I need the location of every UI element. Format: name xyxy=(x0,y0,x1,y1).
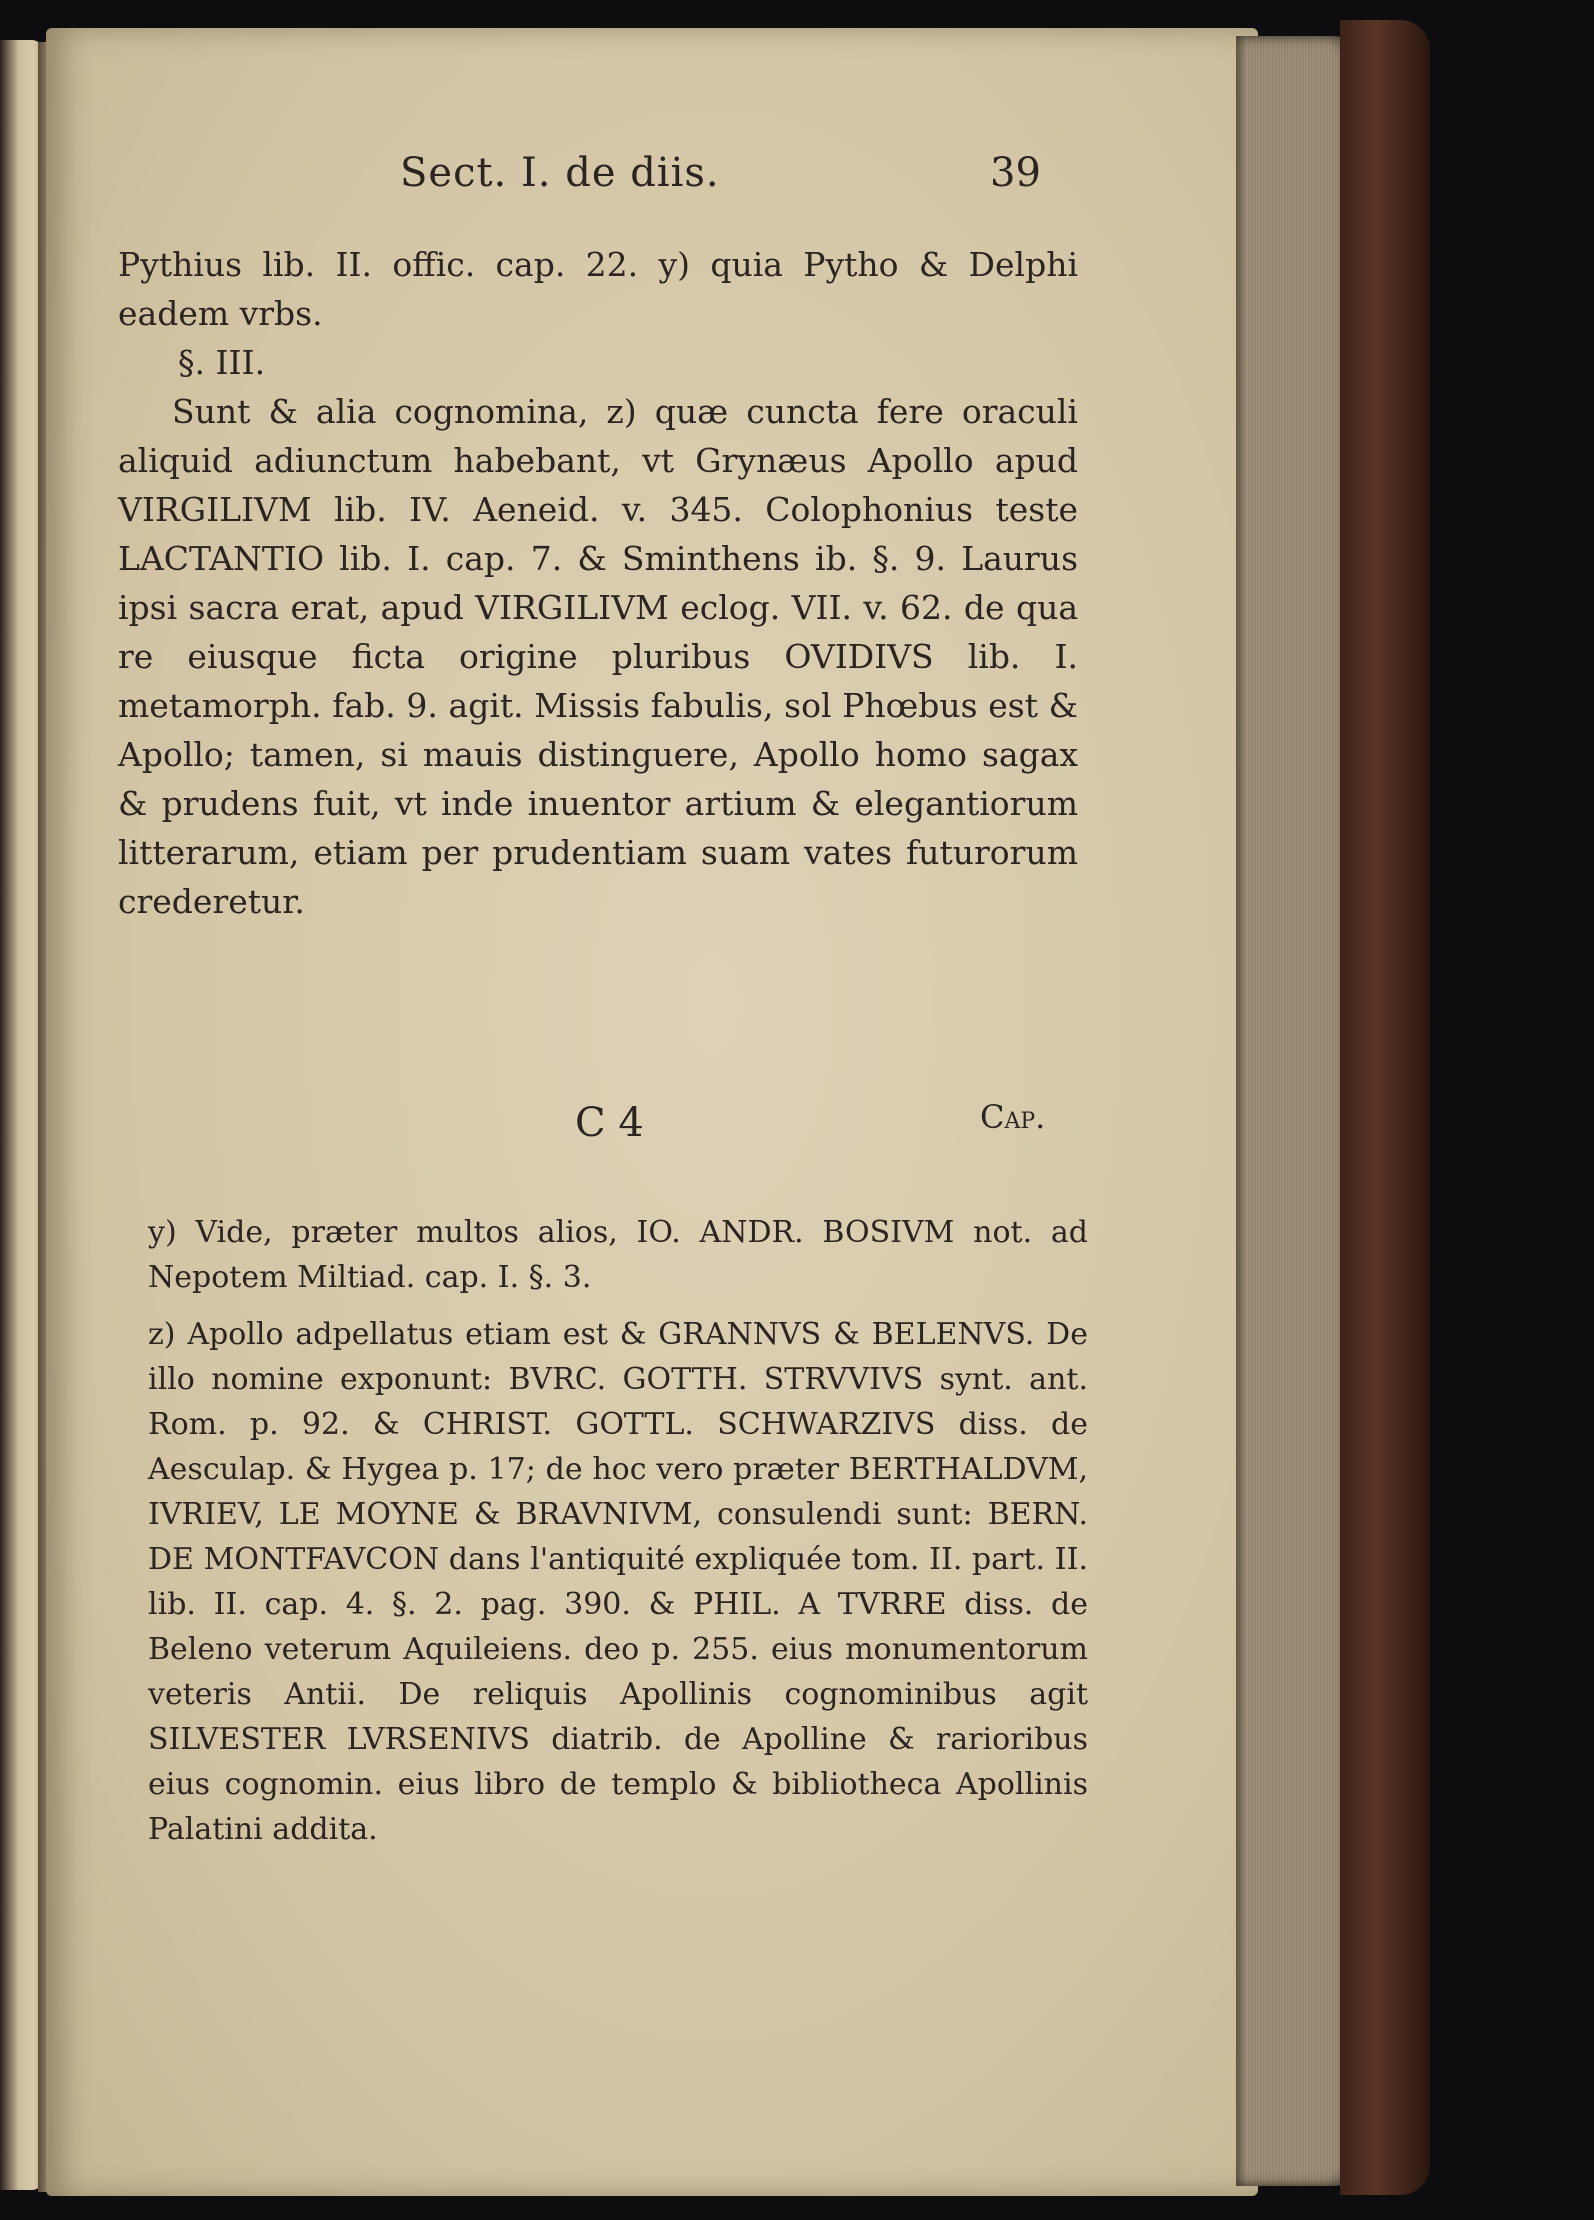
running-title: Sect. I. de diis. xyxy=(400,150,720,196)
catchword: Cap. xyxy=(980,1098,1046,1136)
footnote-z: z) Apollo adpellatus etiam est & GRANNVS & BELENVS. De illo nomine exponunt: BVRC. GOTTH. STRVVIVS synt. ant. Rom. p. 92. & CHRIST. GOTTL. SCHWARZIVS diss. de Aesculap. & Hygea p. 17; de hoc vero præter BERTHALDVM, IVRIEV, LE MOYNE & BRAVNIVM, consulendi sunt: BERN. DE MONTFAVCON dans l'antiquité expliquée tom. II. part. II. lib. II. cap. 4. §. 2. pag. 390. & PHIL. A TVRRE diss. de Beleno veterum Aquileiens. deo p. 255. eius monumentorum veteris Antii. De reliquis Apollinis cognominibus agit SILVESTER LVRSENIVS diatrib. de Apolline & rarioribus eius cognomin. eius libro de templo & bibliotheca Apollinis Palatini addita. xyxy=(148,1317,1088,1847)
section-heading: §. III. xyxy=(178,343,266,382)
continuation-text: Pythius lib. II. offic. cap. 22. y) quia Pytho & Delphi eadem vrbs. xyxy=(118,245,1078,333)
page-block-edge xyxy=(1236,36,1356,2186)
book-cover xyxy=(1340,20,1430,2195)
footnotes xyxy=(148,1210,1088,1864)
previous-page-edge xyxy=(0,40,42,2190)
page-number: 39 xyxy=(990,150,1041,196)
footnote-y: y) Vide, præter multos alios, IO. ANDR. BOSIVM not. ad Nepotem Miltiad. cap. I. §. 3. xyxy=(148,1215,1088,1295)
main-text xyxy=(118,240,1078,926)
signature-mark: C 4 xyxy=(575,1100,644,1146)
main-paragraph: Sunt & alia cognomina, z) quæ cuncta fere oraculi aliquid adiunctum habebant, vt Grynæus Apollo apud VIRGILIVM lib. IV. Aeneid. v. 345. Colophonius teste LACTANTIO lib. I. cap. 7. & Sminthens ib. §. 9. Laurus ipsi sacra erat, apud VIRGILIVM eclog. VII. v. 62. de qua re eiusque ficta origine pluribus OVIDIVS lib. I. metamorph. fab. 9. agit. Missis fabulis, sol Phœbus est & Apollo; tamen, si mauis distinguere, Apollo homo sagax & prudens fuit, vt inde inuentor artium & elegantiorum litterarum, etiam per prudentiam suam vates futurorum crederetur. xyxy=(118,392,1078,921)
